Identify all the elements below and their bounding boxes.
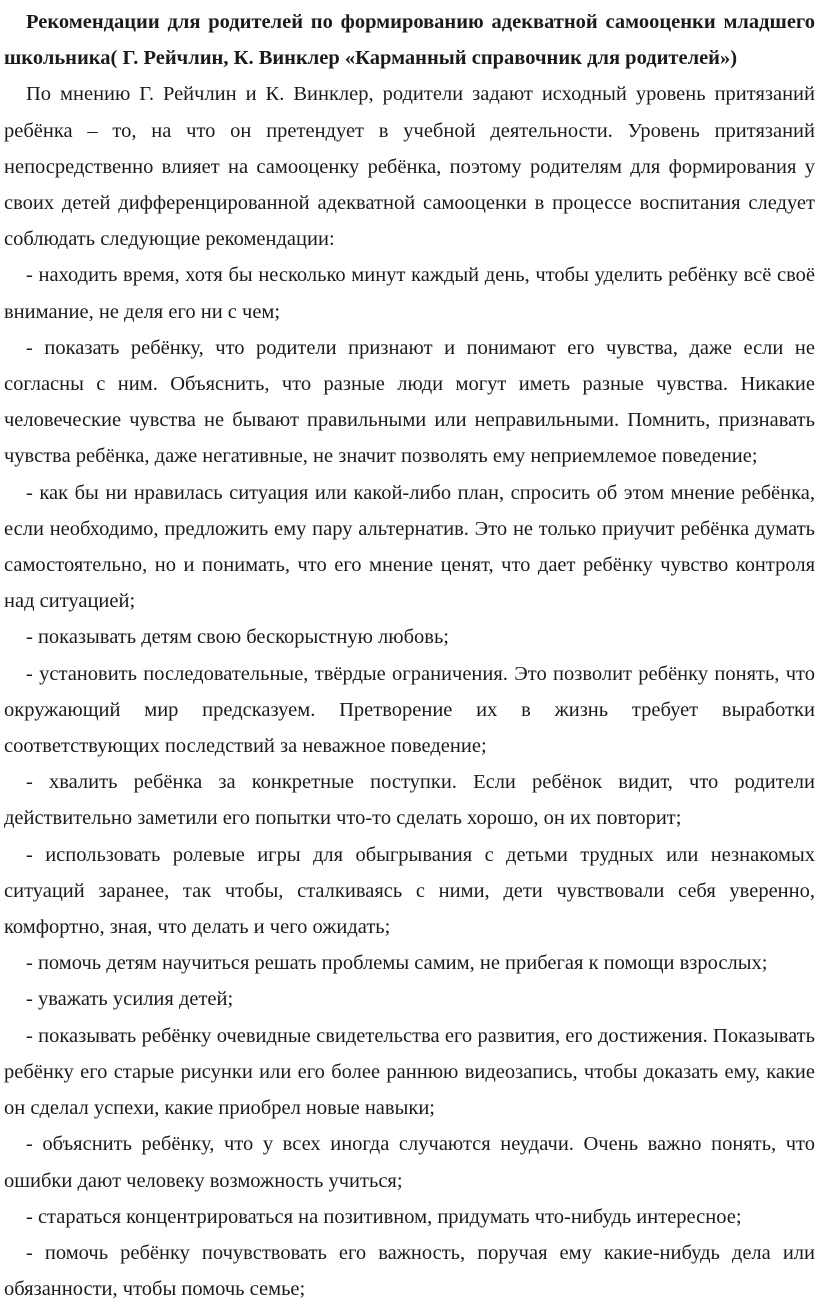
recommendation-item: - показать ребёнку, что родители признают и понимают его чувства, даже если не согласны с ним. Объяснить, что разные люди могут иметь разные чувства. Никакие человеческие чувства не бывают правильными или неправильными. Помнить, признавать чувства ребёнка, даже негативные, не значит позволять ему неприемлемое поведение; (4, 336, 815, 468)
recommendation-item: - уважать усилия детей; (26, 988, 234, 1011)
recommendation-item: - установить последовательные, твёрдые ограничения. Это позволит ребёнку понять, что окружающий мир предсказуем. Претворение их в жизнь требует выработки соответствующих последствий за неважное поведение; (4, 662, 815, 758)
recommendation-item: - помочь ребёнку почувствовать его важность, поручая ему какие-нибудь дела или обязанности, чтобы помочь семье; (4, 1241, 815, 1301)
recommendation-item: - показывать ребёнку очевидные свидетельства его развития, его достижения. Показывать ребёнку его старые рисунки или его более раннюю видеозапись, чтобы доказать ему, какие он сделал успехи, какие приобрел новые навыки; (4, 1024, 815, 1120)
recommendation-item: - помочь детям научиться решать проблемы самим, не прибегая к помощи взрослых; (26, 952, 768, 975)
recommendation-item: - объяснить ребёнку, что у всех иногда случаются неудачи. Очень важно понять, что ошибки дают человеку возможность учиться; (4, 1133, 815, 1192)
recommendation-item: - находить время, хотя бы несколько минут каждый день, чтобы уделить ребёнку всё своё внимание, не деля его ни с чем; (4, 264, 815, 323)
recommendation-item: - использовать ролевые игры для обыгрывания с детьми трудных или незнакомых ситуаций заранее, так чтобы, сталкиваясь с ними, дети чувствовали себя уверенно, комфортно, зная, что делать и чего ожидать; (4, 843, 815, 939)
recommendation-item: - стараться концентрироваться на позитивном, придумать что-нибудь интересное; (26, 1205, 742, 1228)
document-title: Рекомендации для родителей по формированию адекватной самооценки младшего школьника( Г. Рейчлин, К. Винклер «Карманный справочник для родителей») (4, 11, 815, 70)
recommendation-item: - показывать детям свою бескорыстную любовь; (26, 626, 450, 649)
intro-paragraph: По мнению Г. Рейчлин и К. Винклер, родители задают исходный уровень притязаний ребёнка – то, на что он претендует в учебной деятельности. Уровень притязаний непосредственно влияет на самооценку ребёнка, поэтому родителям для формирования у своих детей дифференцированной адекватной самооценки в процессе воспитания следует соблюдать следующие рекомендации: (4, 83, 815, 251)
recommendation-item: - хвалить ребёнка за конкретные поступки. Если ребёнок видит, что родители действительно заметили его попытки что-то сделать хорошо, он их повторит; (4, 771, 815, 830)
recommendation-item: - как бы ни нравилась ситуация или какой-либо план, спросить об этом мнение ребёнка, если необходимо, предложить ему пару альтернатив. Это не только приучит ребёнка думать самостоятельно, но и понимать, что его мнение ценят, что дает ребёнку чувство контроля над ситуацией; (4, 481, 815, 613)
